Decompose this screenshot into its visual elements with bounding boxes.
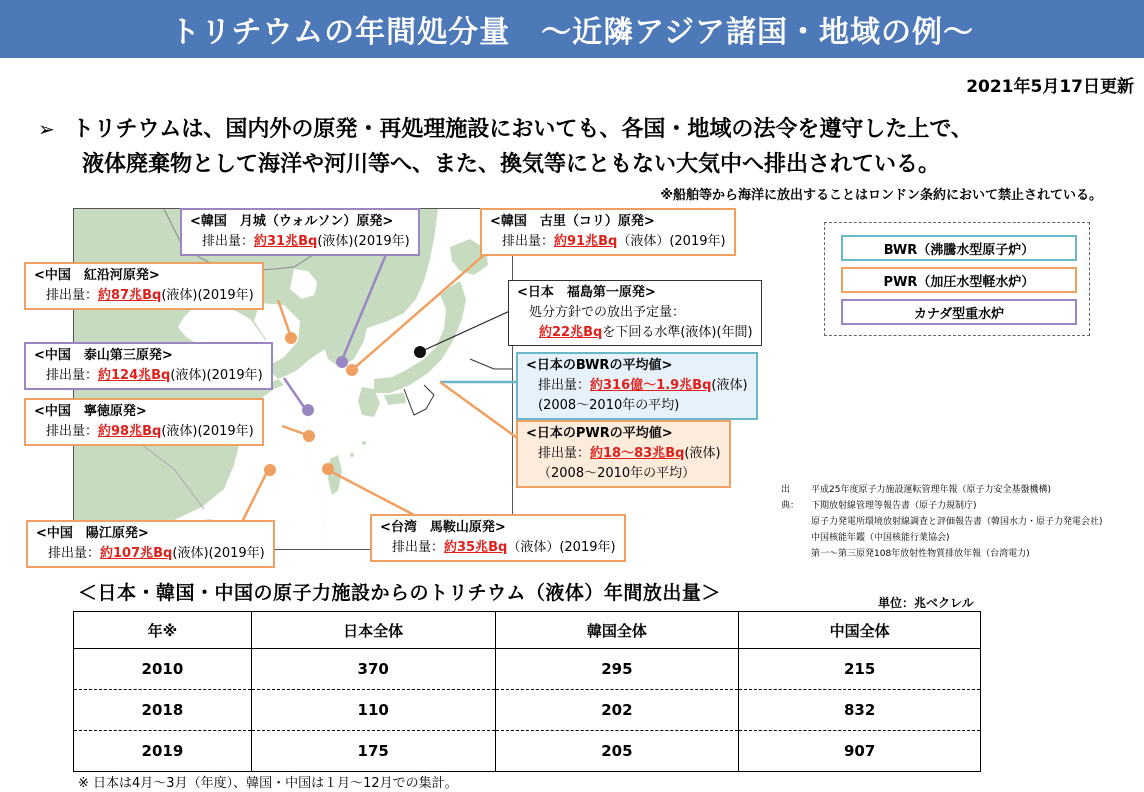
cell-japan: 370 (251, 649, 495, 690)
callout-wolsong (180, 208, 420, 256)
callout-title: <韓国 月城（ウォルソン）原発> (190, 214, 394, 229)
callout-emission (190, 232, 410, 252)
emission-suffix: （液体）(2019年) (617, 234, 726, 249)
callout-kori (480, 208, 736, 256)
london-convention-note: ※船舶等から海洋に放出することはロンドン条約において禁止されている。 (660, 188, 1102, 203)
cell-year: 2019 (74, 731, 252, 772)
callout-japan-pwr (516, 420, 731, 488)
callout-emission (34, 286, 254, 306)
callout-emission (34, 422, 254, 442)
callout-title: <日本 福島第一原発> (517, 285, 656, 300)
legend-item-pwr: PWR（加圧水型軽水炉） (841, 267, 1077, 293)
callout-emission (34, 366, 263, 386)
emission-value: 約22兆Bq (539, 325, 603, 340)
cell-korea: 295 (495, 649, 739, 690)
table-unit: 単位：兆ベクレル (878, 596, 974, 610)
emission-label: 排出量： (46, 288, 99, 303)
emission-value: 約316億～1.9兆Bq (590, 378, 712, 393)
sources-list (811, 482, 1103, 562)
callout-emission (526, 444, 721, 464)
callout-title: <韓国 古里（コリ）原発> (490, 214, 655, 229)
source-item: 原子力発電所環境放射線調査と評価報告書（韓国水力・原子力発電会社) (811, 517, 1103, 527)
emission-label: 排出量： (46, 368, 99, 383)
column-header-korea: 韓国全体 (495, 612, 739, 649)
callout-period: （2008～2010年の平均） (538, 466, 696, 481)
callout-qinshan (24, 342, 273, 390)
emission-label: 排出量： (538, 446, 591, 461)
cell-year: 2018 (74, 690, 252, 731)
table-row (74, 731, 981, 772)
callout-japan-bwr (516, 352, 758, 420)
emission-label: 排出量： (502, 234, 555, 249)
callout-period: (2008～2010年の平均) (538, 398, 680, 413)
callout-emission (490, 232, 726, 252)
callout-fukushima (508, 280, 762, 346)
cell-japan: 175 (251, 731, 495, 772)
emission-suffix: （液体）(2019年) (507, 540, 616, 555)
emission-suffix: (液体)(2019年) (161, 424, 254, 439)
emission-value: 約124兆Bq (98, 368, 171, 383)
reactor-type-legend (824, 222, 1090, 336)
emission-suffix: (液体)(2019年) (317, 234, 410, 249)
emission-value: 約35兆Bq (444, 540, 508, 555)
callout-hongyanhe (24, 262, 264, 310)
callout-yangjiang (26, 520, 275, 568)
table-title: ＜日本・韓国・中国の原子力施設からのトリチウム（液体）年間放出量＞ (78, 582, 721, 604)
emission-value: 約107兆Bq (100, 546, 173, 561)
update-date: 2021年5月17日更新 (966, 77, 1134, 97)
source-item: 中国核能年鑑（中国核能行業協会) (811, 533, 950, 543)
callout-title: <中国 陽江原発> (36, 526, 149, 541)
bullet-arrow-icon: ➢ (38, 117, 55, 141)
source-item: 下期放射線管理等報告書（原子力規制庁) (811, 501, 977, 511)
cell-japan: 110 (251, 690, 495, 731)
callout-emission (526, 376, 748, 396)
table-row (74, 690, 981, 731)
column-header-japan: 日本全体 (251, 612, 495, 649)
callout-title: <中国 紅沿河原発> (34, 268, 160, 283)
emission-value: 約98兆Bq (98, 424, 162, 439)
cell-year: 2010 (74, 649, 252, 690)
callout-title: <中国 泰山第三原発> (34, 348, 173, 363)
callout-emission (380, 538, 616, 558)
source-item: 平成25年度原子力施設運転管理年報（原子力安全基盤機構) (811, 485, 1051, 495)
emission-label: 排出量： (202, 234, 255, 249)
emission-suffix: (液体) (711, 378, 748, 393)
callout-title: <台湾 馬鞍山原発> (380, 520, 506, 535)
column-header-year: 年※ (74, 612, 252, 649)
callout-title: <日本のBWRの平均値> (526, 358, 673, 373)
cell-china: 832 (739, 690, 981, 731)
source-item: 第一～第三原発108年放射性物質排放年報（台湾電力) (811, 549, 1030, 559)
callout-emission (36, 544, 265, 564)
emission-value: 約87兆Bq (98, 288, 162, 303)
cell-china: 215 (739, 649, 981, 690)
page-title: トリチウムの年間処分量 ～近隣アジア諸国・地域の例～ (170, 15, 974, 50)
callout-title: <中国 寧徳原発> (34, 404, 147, 419)
emission-label: 排出量： (46, 424, 99, 439)
emission-value: 約31兆Bq (254, 234, 318, 249)
table-row (74, 649, 981, 690)
emission-suffix: (液体)(2019年) (170, 368, 263, 383)
cell-korea: 205 (495, 731, 739, 772)
callout-title: <日本のPWRの平均値> (526, 426, 673, 441)
emission-suffix: (液体) (684, 446, 721, 461)
emission-suffix: を下回る水準(液体)(年間) (602, 325, 753, 340)
callout-ningde (24, 398, 264, 446)
table-header-row (74, 612, 981, 649)
emission-value: 約18～83兆Bq (590, 446, 685, 461)
column-header-china: 中国全体 (739, 612, 981, 649)
emission-value: 約91兆Bq (554, 234, 618, 249)
legend-item-canada: カナダ型重水炉 (841, 299, 1077, 325)
legend-item-bwr: BWR（沸騰水型原子炉） (841, 235, 1077, 261)
lead-line-1: トリチウムは、国内外の原発・再処理施設においても、各国・地域の法令を遵守した上で、 (72, 117, 973, 142)
emission-label: 排出量： (48, 546, 101, 561)
emission-suffix: (液体)(2019年) (172, 546, 265, 561)
title-bar (0, 0, 1144, 58)
callout-emission (517, 323, 753, 343)
callout-plan-label: 処分方針での放出予定量： (529, 305, 686, 320)
tritium-table (73, 611, 981, 772)
emission-suffix: (液体)(2019年) (161, 288, 254, 303)
cell-korea: 202 (495, 690, 739, 731)
cell-china: 907 (739, 731, 981, 772)
sources-label: 出典： (781, 485, 800, 511)
emission-label: 排出量： (538, 378, 591, 393)
callout-maanshan (370, 514, 626, 562)
table-footnote: ※ 日本は4月～3月（年度）、韓国・中国は１月～12月での集計。 (78, 776, 458, 791)
emission-label: 排出量： (392, 540, 445, 555)
lead-line-2: 液体廃棄物として海洋や河川等へ、また、換気等にともない大気中へ排出されている。 (82, 152, 941, 177)
